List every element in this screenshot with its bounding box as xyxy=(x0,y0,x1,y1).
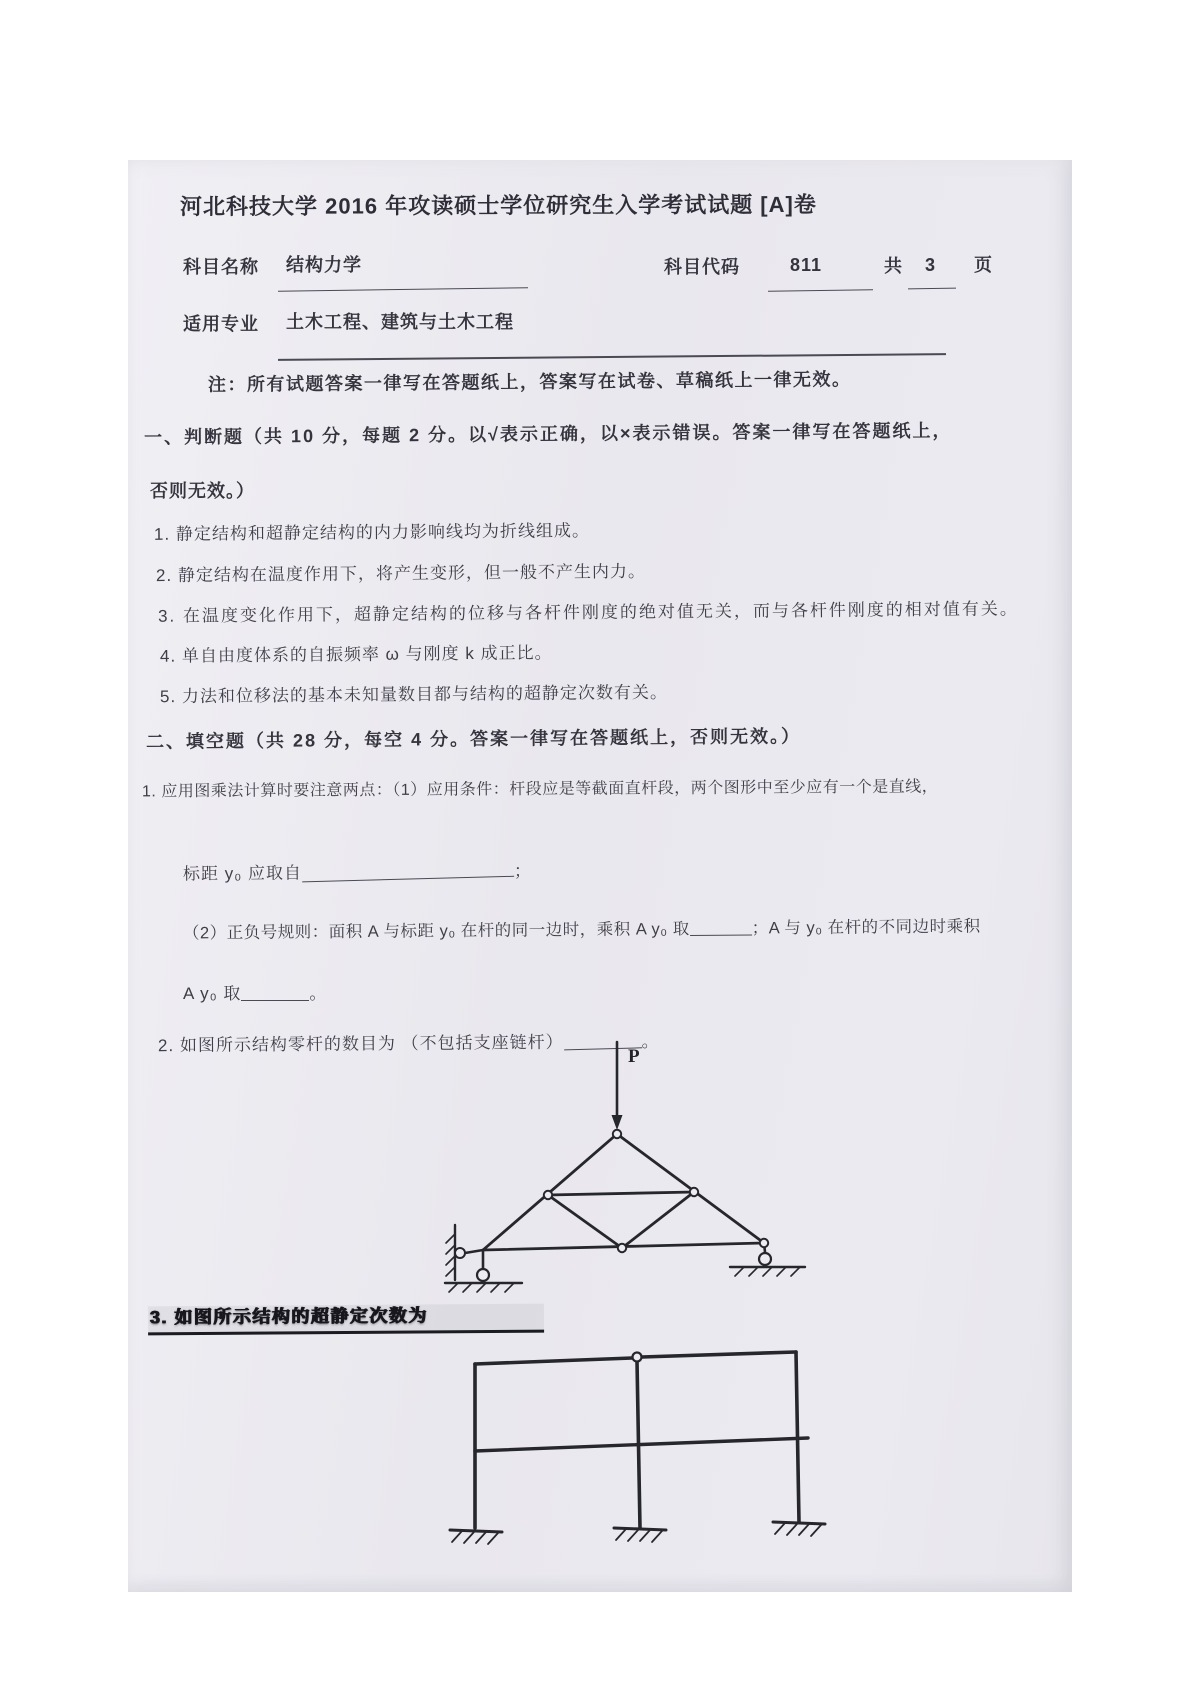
fill-q1-line2-suffix: ； xyxy=(513,861,533,881)
hatch xyxy=(791,1267,800,1276)
hatch xyxy=(777,1267,786,1276)
hatch xyxy=(449,1283,458,1292)
fill-q1-line4-prefix: A y₀ 取 xyxy=(183,984,242,1003)
joint-apex xyxy=(613,1130,621,1138)
truss-horizontal-link xyxy=(465,1250,483,1253)
pages-count-underline xyxy=(908,288,956,290)
fill-q1-line3-mid: ；A 与 y₀ 在杆的不同边时乘积 xyxy=(751,917,981,938)
truss-diagonal-left xyxy=(548,1195,622,1248)
frame-figure xyxy=(430,1338,850,1578)
subject-code-underline xyxy=(768,289,873,291)
majors-underline xyxy=(278,353,946,361)
blank-underline xyxy=(302,862,514,883)
frame-hinge xyxy=(633,1353,642,1362)
tf-item-3: 3. 在温度变化作用下，超静定结构的位移与各杆件刚度的绝对值无关，而与各杆件刚度的相对值有关。 xyxy=(157,599,1019,626)
subject-name-underline xyxy=(278,287,528,291)
fill-q1-line2-prefix: 标距 y₀ 应取自 xyxy=(182,863,303,884)
hatch xyxy=(491,1283,500,1292)
hatch xyxy=(735,1267,744,1276)
hatch xyxy=(446,1256,455,1265)
load-label: P xyxy=(628,1046,640,1067)
hatch xyxy=(446,1245,455,1254)
subject-name-value: 结构力学 xyxy=(286,255,362,275)
fill-q2-suffix: 。 xyxy=(641,1031,660,1051)
fill-q1-line4-suffix: 。 xyxy=(309,984,328,1003)
left-support-ground xyxy=(450,1530,502,1532)
blank-underline xyxy=(428,1321,536,1322)
hatch xyxy=(452,1531,462,1542)
hatch xyxy=(652,1531,662,1542)
majors-value: 土木工程、建筑与土木工程 xyxy=(286,312,514,332)
truss-figure xyxy=(400,1038,860,1308)
exam-note: 注：所有试题答案一律写在答题纸上，答案写在试卷、草稿纸上一律无效。 xyxy=(207,369,852,395)
hatch xyxy=(811,1525,821,1536)
pages-count: 3 xyxy=(925,255,937,275)
section1-heading-line2: 否则无效。） xyxy=(150,481,255,501)
hatch xyxy=(775,1523,785,1534)
fill-q1-line3 xyxy=(183,917,981,945)
truss-mid-horizontal xyxy=(548,1192,694,1195)
blank-underline xyxy=(241,986,309,1001)
section1-heading-line1: 一、判断题（共 10 分，每题 2 分。以√表示正确，以×表示错误。答案一律写在答题纸上， xyxy=(143,420,953,448)
middle-support-ground xyxy=(614,1528,666,1530)
subject-code-label: 科目代码 xyxy=(664,257,740,277)
hatch xyxy=(488,1533,498,1544)
hatch xyxy=(799,1524,809,1535)
joint-right-mid xyxy=(690,1188,698,1196)
right-support-ground xyxy=(773,1522,825,1524)
hatch xyxy=(640,1530,650,1541)
fill-q3 xyxy=(148,1304,544,1335)
wall-pin-joint xyxy=(455,1248,465,1258)
pages-prefix: 共 xyxy=(884,256,903,276)
hatch xyxy=(477,1283,486,1292)
fill-q3-text: 3. 如图所示结构的超静定次数为 xyxy=(149,1305,429,1328)
right-roller xyxy=(759,1253,771,1265)
hatch xyxy=(787,1524,797,1535)
fill-q1-line4 xyxy=(183,983,327,1004)
joint-bottom-center xyxy=(618,1244,626,1252)
hatch xyxy=(763,1267,772,1276)
hatch xyxy=(628,1530,638,1541)
tf-item-1: 1. 静定结构和超静定结构的内力影响线均为折线组成。 xyxy=(153,521,590,544)
frame-middle-beam xyxy=(475,1438,808,1451)
fill-q1-line3-prefix: （2）正负号规则：面积 A 与标距 y₀ 在杆的同一边时，乘积 A y₀ 取 xyxy=(182,920,690,943)
frame-top-beam-right xyxy=(642,1352,796,1357)
exam-paper-scan xyxy=(128,160,1072,1592)
hatch xyxy=(446,1234,455,1243)
tf-item-5: 5. 力法和位移法的基本未知量数目都与结构的超静定次数有关。 xyxy=(159,682,668,707)
hatch xyxy=(446,1267,455,1276)
majors-label: 适用专业 xyxy=(183,314,259,334)
joint-bottom-right xyxy=(760,1239,768,1247)
section2-heading: 二、填空题（共 28 分，每空 4 分。答案一律写在答题纸上，否则无效。） xyxy=(145,726,802,752)
load-arrow-head xyxy=(612,1115,623,1130)
exam-title: 河北科技大学 2016 年攻读硕士学位研究生入学考试试题 [A]卷 xyxy=(179,191,817,220)
joint-left-mid xyxy=(544,1191,552,1199)
fill-q2-text: 2. 如图所示结构零杆的数目为 （不包括支座链杆） xyxy=(157,1032,564,1056)
blank-underline xyxy=(690,921,752,937)
subject-code-value: 811 xyxy=(790,255,823,275)
hatch xyxy=(616,1529,626,1540)
left-roller xyxy=(477,1269,489,1281)
fill-q1-line1: 1. 应用图乘法计算时要注意两点：（1）应用条件：杆段应是等截面直杆段，两个图形中至少应有一个是直线， xyxy=(141,778,939,801)
truss-diagonal-right xyxy=(622,1192,694,1248)
hatch xyxy=(463,1283,472,1292)
tf-item-2: 2. 静定结构在温度作用下，将产生变形，但一般不产生内力。 xyxy=(155,561,646,586)
hatch xyxy=(505,1283,514,1292)
hatch xyxy=(464,1532,474,1543)
fill-q1-line2 xyxy=(183,860,532,884)
frame-top-beam-left xyxy=(475,1358,632,1364)
hatch xyxy=(476,1532,486,1543)
hatch xyxy=(749,1267,758,1276)
tf-item-4: 4. 单自由度体系的自振频率 ω 与刚度 k 成正比。 xyxy=(159,643,553,666)
pages-suffix: 页 xyxy=(974,255,993,275)
subject-name-label: 科目名称 xyxy=(183,257,259,277)
